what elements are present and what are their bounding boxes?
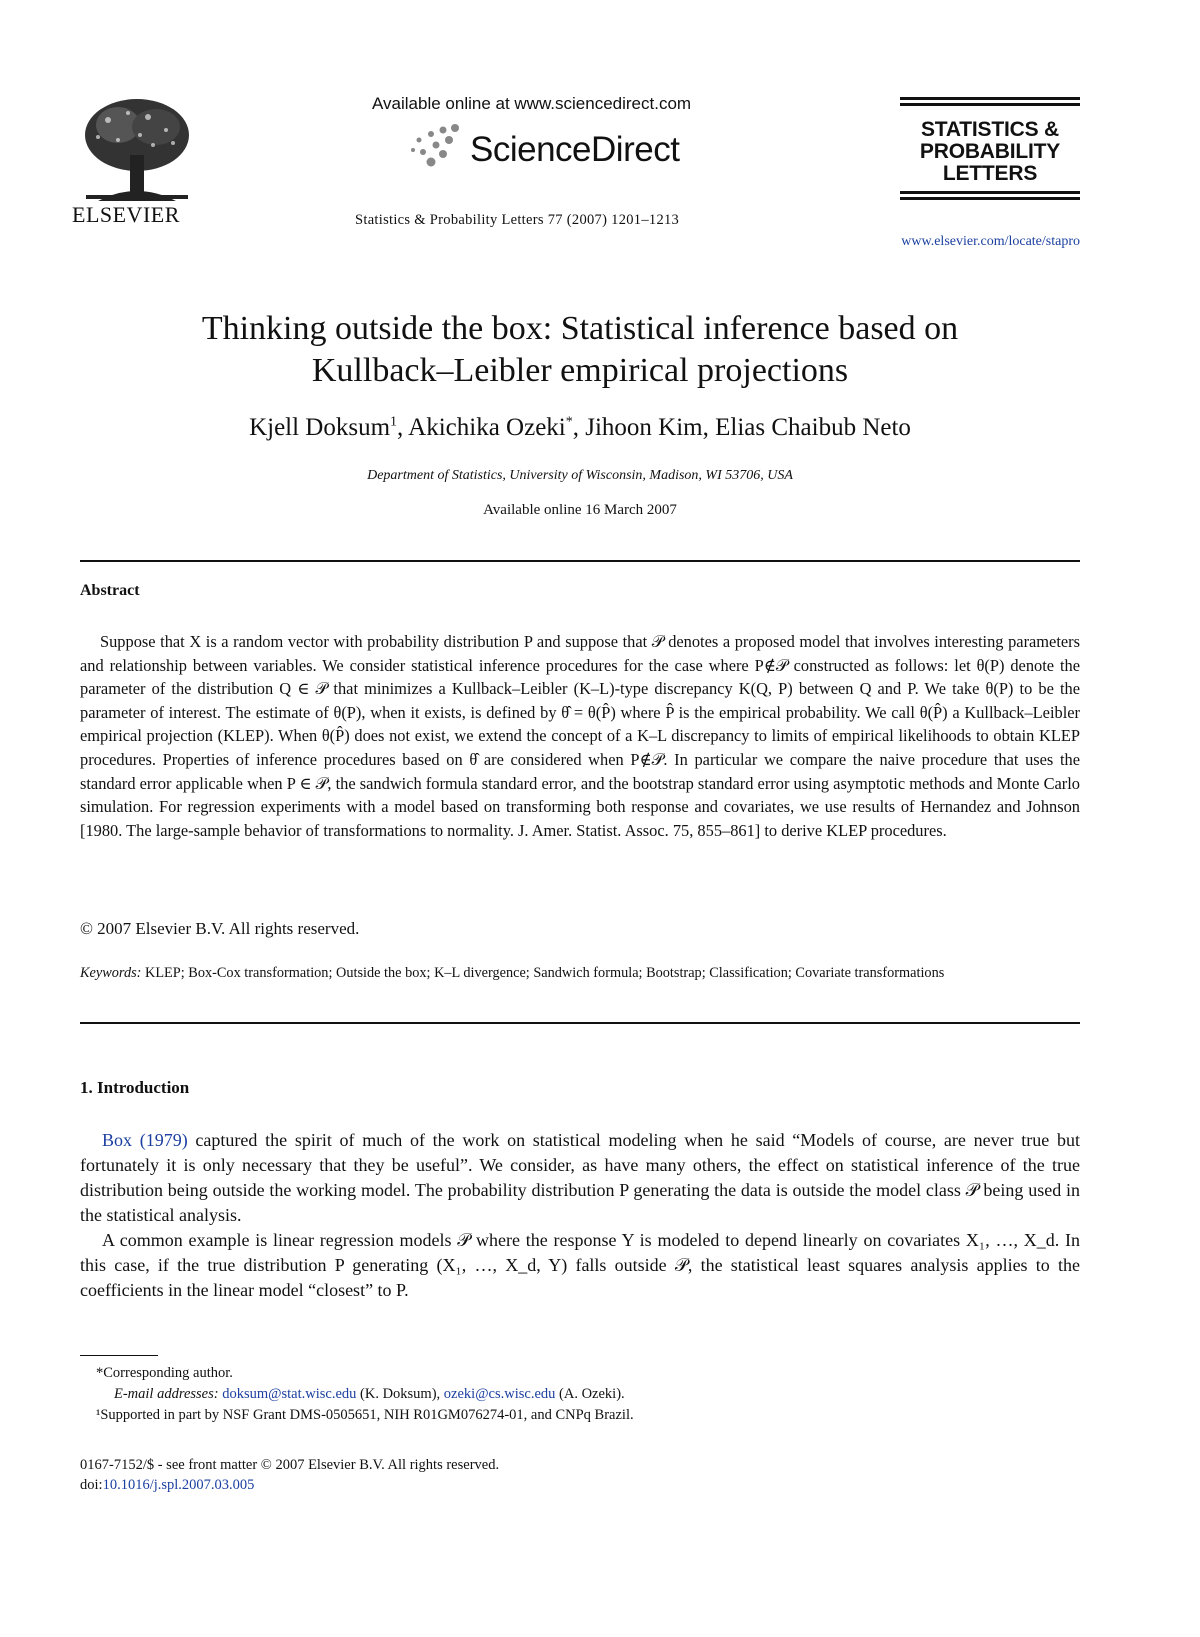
section-heading: 1. Introduction bbox=[80, 1078, 190, 1097]
abstract-heading: Abstract bbox=[80, 582, 140, 599]
keywords-label: Keywords: bbox=[80, 965, 142, 981]
author-mark: 1 bbox=[390, 414, 398, 430]
paragraph bbox=[80, 1128, 1080, 1228]
email-link[interactable]: doksum@stat.wisc.edu bbox=[222, 1386, 357, 1402]
available-online-line: Available online at www.sciencedirect.com bbox=[372, 94, 692, 113]
journal-title bbox=[900, 109, 1080, 191]
journal-title-line: PROBABILITY bbox=[919, 140, 1061, 163]
author-mark[interactable]: * bbox=[565, 414, 573, 430]
footnote-rule bbox=[80, 1355, 158, 1356]
paragraph: A common example is linear regression models 𝒫 where the response Y is modeled to depend linearly on covariates X₁, …, X_d. In this case, if the true distribution P generating (X₁, …, X_d, Y) falls outside 𝒫, the statistical least squares analysis applies to the coefficients in the linear model “closest” to P. bbox=[80, 1230, 1080, 1300]
section-body bbox=[80, 1128, 1080, 1303]
sciencedirect-dots-icon bbox=[405, 122, 465, 172]
paper-title bbox=[80, 308, 1080, 392]
title-line: Kullback–Leibler empirical projections bbox=[311, 352, 849, 389]
journal-logo bbox=[900, 97, 1080, 203]
footnote-corresponding: *Corresponding author. bbox=[96, 1365, 233, 1381]
email-owner: (A. Ozeki). bbox=[555, 1386, 625, 1402]
author-name: Akichika Ozeki bbox=[408, 414, 566, 441]
author-name: Elias Chaibub Neto bbox=[715, 414, 911, 441]
doi-line bbox=[80, 1475, 1080, 1495]
footnote-support: ¹Supported in part by NSF Grant DMS-0505651, NIH R01GM076274-01, and CNPq Brazil. bbox=[96, 1407, 634, 1423]
abstract-paragraph: Suppose that X is a random vector with probability distribution P and suppose that 𝒫 denotes a proposed model that involves interesting parameters and relationship between variables. We consider statistical inference procedures for the case where P∉𝒫 constructed as follows: let θ(P) denote the parameter of the distribution Q ∈ 𝒫 that minimizes a Kullback–Leibler (K–L)-type discrepancy K(Q, P) between Q and P. We take θ(P) to be the parameter of interest. The estimate of θ(P), when it exists, is defined by θ̂ = θ(P̂) where P̂ is the empirical probability. We call θ(P̂) a Kullback–Leibler empirical projection (KLEP). When θ(P̂) does not exist, we extend the concept of a K–L discrepancy to limits of empirical likelihoods to obtain KLEP procedures. Properties of inference procedures based on θ̂ are considered when P∉𝒫. In particular we compare the naive procedure that uses the standard error applicable when P ∈ 𝒫, the sandwich formula standard error, and the bootstrap standard error using asymptotic methods and Monte Carlo simulation. For regression experiments with a model based on transforming both response and covariates, we use results of Hernandez and Johnson [1980. The large-sample behavior of transformations to normality. J. Amer. Statist. Assoc. 75, 855–861] to derive KLEP procedures. bbox=[80, 632, 1080, 840]
author-separator: , bbox=[397, 414, 409, 441]
keywords-text: KLEP; Box-Cox transformation; Outside the box; K–L divergence; Sandwich formula; Bootstrap; Classification; Covariate transformations bbox=[145, 965, 945, 981]
author-separator: , bbox=[702, 414, 716, 441]
journal-reference: Statistics & Probability Letters 77 (2007) 1201–1213 bbox=[355, 212, 680, 228]
email-link[interactable]: ozeki@cs.wisc.edu bbox=[443, 1386, 556, 1402]
author-list bbox=[80, 414, 1080, 442]
copyright-line: © 2007 Elsevier B.V. All rights reserved. bbox=[80, 919, 360, 938]
front-matter bbox=[80, 1455, 1080, 1495]
author-name: Jihoon Kim bbox=[585, 414, 703, 441]
journal-title-line: LETTERS bbox=[942, 162, 1038, 185]
title-line: Thinking outside the box: Statistical inference based on bbox=[201, 310, 959, 347]
doi-label: doi: bbox=[80, 1477, 103, 1493]
email-owner: (K. Doksum), bbox=[356, 1386, 444, 1402]
publisher-name: ELSEVIER bbox=[72, 202, 180, 227]
keywords bbox=[80, 962, 1080, 984]
author-separator: , bbox=[572, 414, 586, 441]
issn-line: 0167-7152/$ - see front matter © 2007 Elsevier B.V. All rights reserved. bbox=[80, 1457, 500, 1473]
available-date: Available online 16 March 2007 bbox=[483, 502, 677, 518]
doi-link[interactable]: 10.1016/j.spl.2007.03.005 bbox=[102, 1477, 255, 1493]
footnote-emails bbox=[80, 1384, 1080, 1405]
affiliation: Department of Statistics, University of Wisconsin, Madison, WI 53706, USA bbox=[367, 468, 793, 483]
email-label: E-mail addresses: bbox=[114, 1386, 219, 1402]
journal-url-link[interactable]: www.elsevier.com/locate/stapro bbox=[901, 234, 1080, 249]
divider bbox=[80, 1022, 1080, 1024]
abstract-text bbox=[80, 630, 1080, 842]
author-name: Kjell Doksum bbox=[249, 414, 391, 441]
footnotes bbox=[80, 1363, 1080, 1426]
divider bbox=[80, 560, 1080, 562]
journal-title-line: STATISTICS & bbox=[921, 118, 1059, 141]
sciencedirect-wordmark: ScienceDirect bbox=[470, 130, 680, 169]
paragraph-text: captured the spirit of much of the work on statistical modeling when he said “Models of course, are never true but fortunately it is only necessary that they be useful”. We consider, as have many others, the effect on statistical inference of the true distribution being outside the working model. The probability distribution P generating the data is outside the model class 𝒫 being used in the statistical analysis. bbox=[80, 1130, 1080, 1225]
citation-link[interactable]: Box (1979) bbox=[102, 1130, 188, 1150]
